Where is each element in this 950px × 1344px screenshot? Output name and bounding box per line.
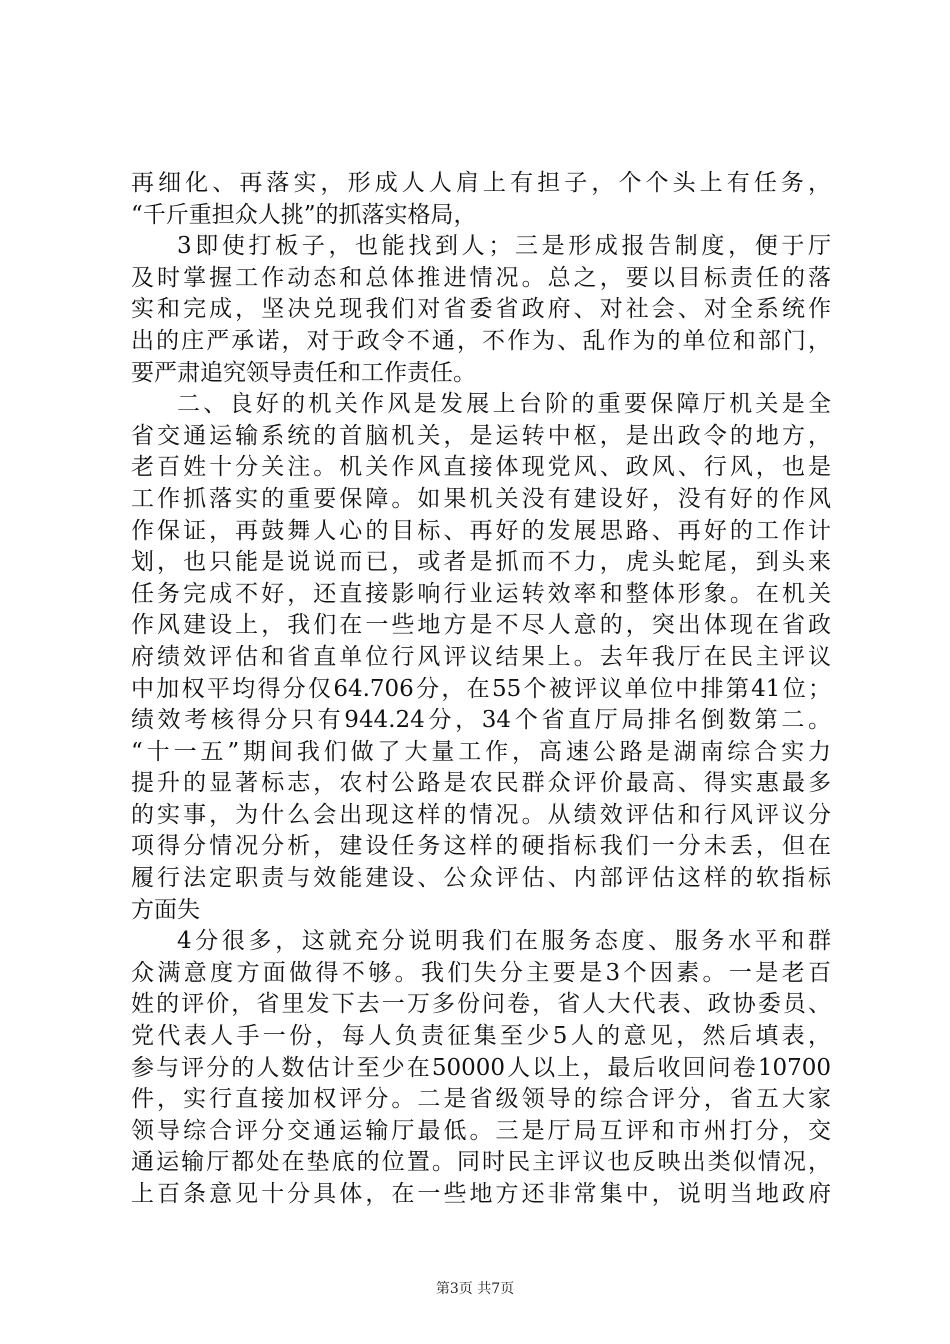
text-line: 及时掌握工作动态和总体推进情况。总之，要以目标责任的落 bbox=[131, 264, 831, 291]
text-line: 再细化、再落实，形成人人肩上有担子，个个头上有任务， bbox=[131, 170, 831, 196]
text-line: 绩效考核得分只有944.24分，34个省直厅局排名倒数第二。 bbox=[131, 707, 831, 734]
text-line: 4分很多，这就充分说明我们在服务态度、服务水平和群 bbox=[177, 928, 831, 955]
text-line: 通运输厅都处在垫底的位置。同时民主评议也反映出类似情况， bbox=[131, 1149, 831, 1176]
text-line: 的实事，为什么会出现这样的情况。从绩效评估和行风评议分 bbox=[131, 801, 831, 828]
text-line: 二、良好的机关作风是发展上台阶的重要保障厅机关是全 bbox=[177, 391, 831, 418]
text-line: 3即使打板子，也能找到人；三是形成报告制度，便于厅 bbox=[177, 233, 831, 260]
text-line: 党代表人手一份，每人负责征集至少5人的意见，然后填表， bbox=[131, 1023, 831, 1050]
text-line: 府绩效评估和省直单位行风评议结果上。去年我厅在民主评议 bbox=[131, 643, 831, 670]
text-line: “十一五”期间我们做了大量工作，高速公路是湖南综合实力 bbox=[131, 738, 831, 765]
text-line: 提升的显著标志，农村公路是农民群众评价最高、得实惠最多 bbox=[131, 770, 831, 797]
text-line: 省交通运输系统的首脑机关，是运转中枢，是出政令的地方， bbox=[131, 422, 831, 449]
page-footer: 第3页 共7页 bbox=[435, 1281, 515, 1297]
text-line: 上百条意见十分具体，在一些地方还非常集中，说明当地政府 bbox=[131, 1181, 831, 1207]
text-line: 领导综合评分交通运输厅最低。三是厅局互评和市州打分，交 bbox=[131, 1117, 831, 1144]
body-text bbox=[131, 168, 831, 1211]
text-line: 件，实行直接加权评分。二是省级领导的综合评分，省五大家 bbox=[131, 1086, 831, 1113]
text-line: 项得分情况分析，建设任务这样的硬指标我们一分未丢，但在 bbox=[131, 833, 831, 860]
text-line: “千斤重担众人挑”的抓落实格局， bbox=[131, 201, 477, 228]
text-line: 老百姓十分关注。机关作风直接体现党风、政风、行风，也是 bbox=[131, 454, 831, 481]
text-line: 参与评分的人数估计至少在50000人以上，最后收回问卷10700 bbox=[131, 1054, 831, 1081]
text-line: 任务完成不好，还直接影响行业运转效率和整体形象。在机关 bbox=[131, 580, 831, 607]
text-line: 姓的评价，省里发下去一万多份问卷，省人大代表、政协委员、 bbox=[131, 991, 831, 1018]
text-line: 履行法定职责与效能建设、公众评估、内部评估这样的软指标 bbox=[131, 865, 831, 892]
text-line: 出的庄严承诺，对于政令不通，不作为、乱作为的单位和部门， bbox=[131, 327, 831, 354]
text-line: 作风建设上，我们在一些地方是不尽人意的，突出体现在省政 bbox=[131, 612, 831, 639]
text-line: 中加权平均得分仅64.706分，在55个被评议单位中排第41位； bbox=[131, 675, 831, 702]
text-line: 划，也只能是说说而已，或者是抓而不力，虎头蛇尾，到头来 bbox=[131, 549, 831, 576]
text-line: 作保证，再鼓舞人心的目标、再好的发展思路、再好的工作计 bbox=[131, 517, 831, 544]
text-line: 方面失 bbox=[131, 896, 200, 923]
text-line: 实和完成，坚决兑现我们对省委省政府、对社会、对全系统作 bbox=[131, 296, 831, 323]
text-line: 要严肃追究领导责任和工作责任。 bbox=[131, 359, 476, 386]
text-line: 众满意度方面做得不够。我们失分主要是3个因素。一是老百 bbox=[131, 959, 831, 986]
text-line: 工作抓落实的重要保障。如果机关没有建设好，没有好的作风 bbox=[131, 485, 831, 512]
